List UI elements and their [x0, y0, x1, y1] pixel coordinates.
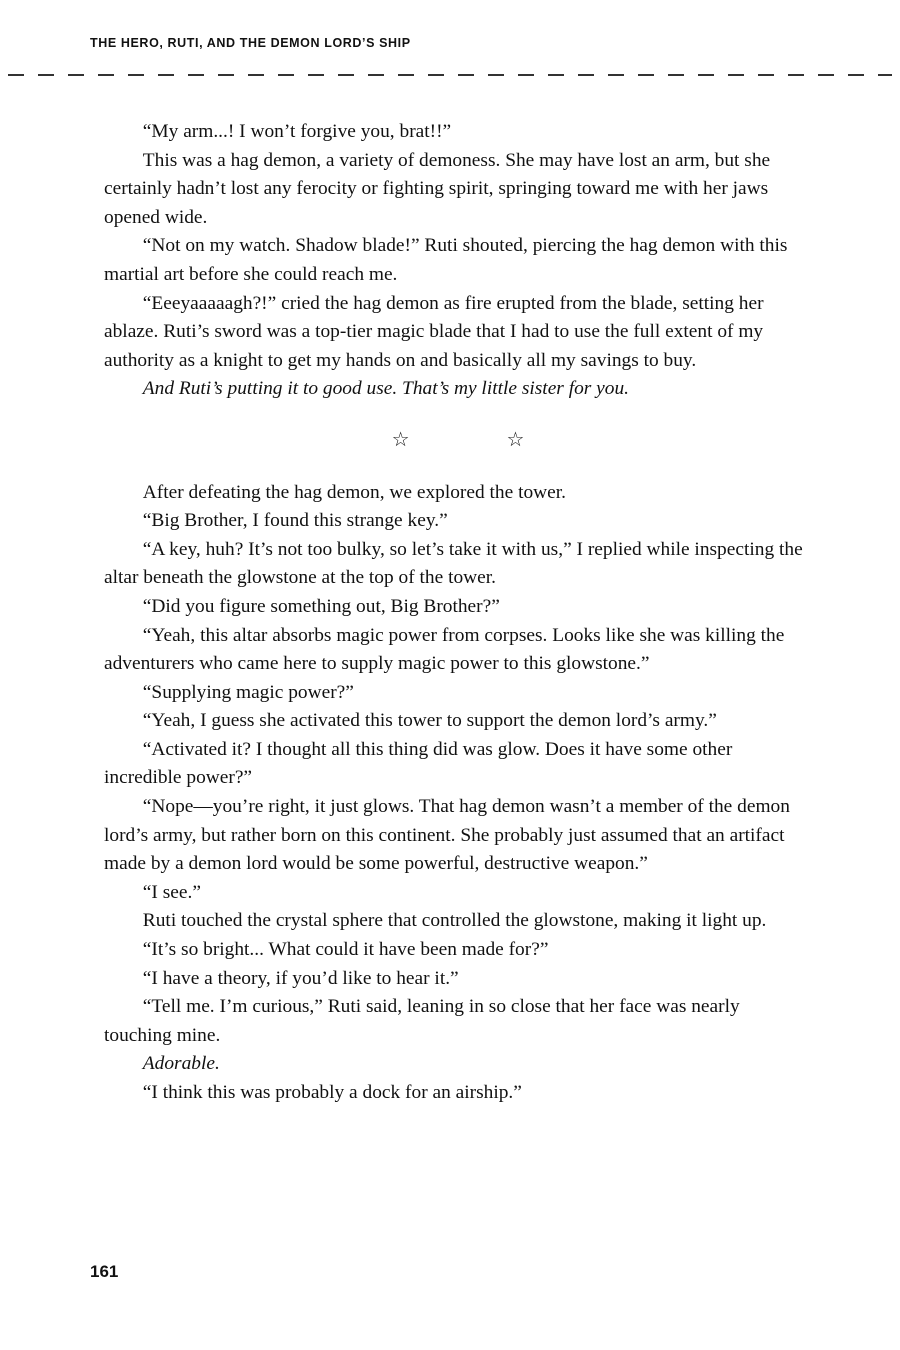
body-paragraph: This was a hag demon, a variety of demoness. She may have lost an arm, but she certainly hadn’t lost any ferocity or fighting spirit, springing toward me with her jaws opened wide. [104, 149, 771, 228]
body-paragraph: After defeating the hag demon, we explored the tower. [142, 481, 567, 503]
body-paragraph: “It’s so bright... What could it have been made for?” [142, 939, 549, 961]
body-paragraph: “Did you figure something out, Big Brother?” [142, 595, 500, 617]
body-paragraph: “Tell me. I’m curious,” Ruti said, leaning in so close that her face was nearly touching mine. [104, 996, 740, 1046]
body-paragraph: “I have a theory, if you’d like to hear it.” [142, 967, 459, 989]
scene-break-ornament: ☆ ☆ [391, 428, 571, 451]
running-head: THE HERO, RUTI, AND THE DEMON LORD’S SHIP [90, 36, 411, 50]
body-paragraph: “A key, huh? It’s not too bulky, so let’s take it with us,” I replied while inspecting the altar beneath the glowstone at the top of the tower. [104, 538, 803, 589]
page-number: 161 [90, 1262, 119, 1281]
body-paragraph: “I see.” [142, 881, 201, 903]
body-paragraph: “Yeah, this altar absorbs magic power from corpses. Looks like she was killing the adventurers who came here to supply magic power to this glowstone.” [104, 624, 785, 675]
body-paragraph: “Activated it? I thought all this thing did was glow. Does it have some other incredible power?” [104, 738, 733, 789]
body-paragraph: “Not on my watch. Shadow blade!” Ruti shouted, piercing the hag demon with this martial art before she could reach me. [104, 235, 788, 285]
body-paragraph: “Nope—you’re right, it just glows. That hag demon wasn’t a member of the demon lord’s army, but rather born on this continent. She probably just assumed that an artifact made by a demon lord would be some powerful, destructive weapon.” [104, 796, 790, 875]
body-paragraph: “I think this was probably a dock for an airship.” [142, 1082, 522, 1103]
header-dashed-rule [8, 74, 892, 76]
body-paragraph: Ruti touched the crystal sphere that controlled the glowstone, making it light up. [142, 910, 767, 932]
page-body-text [104, 118, 812, 1108]
body-paragraph: Adorable. [142, 1053, 220, 1075]
body-paragraph: “My arm...! I won’t forgive you, brat!!” [142, 121, 452, 142]
body-paragraph: “Supplying magic power?” [142, 681, 354, 703]
body-paragraph: “Eeeyaaaaagh?!” cried the hag demon as fire erupted from the blade, setting her ablaze. Ruti’s sword was a top-tier magic blade that I had to use the full extent of my authority as a knight to get my hands on and basically all my savings to buy. [104, 292, 764, 371]
body-paragraph: “Yeah, I guess she activated this tower to support the demon lord’s army.” [142, 710, 717, 732]
body-paragraph: “Big Brother, I found this strange key.” [142, 510, 448, 532]
body-paragraph: And Ruti’s putting it to good use. That’s my little sister for you. [142, 378, 630, 400]
